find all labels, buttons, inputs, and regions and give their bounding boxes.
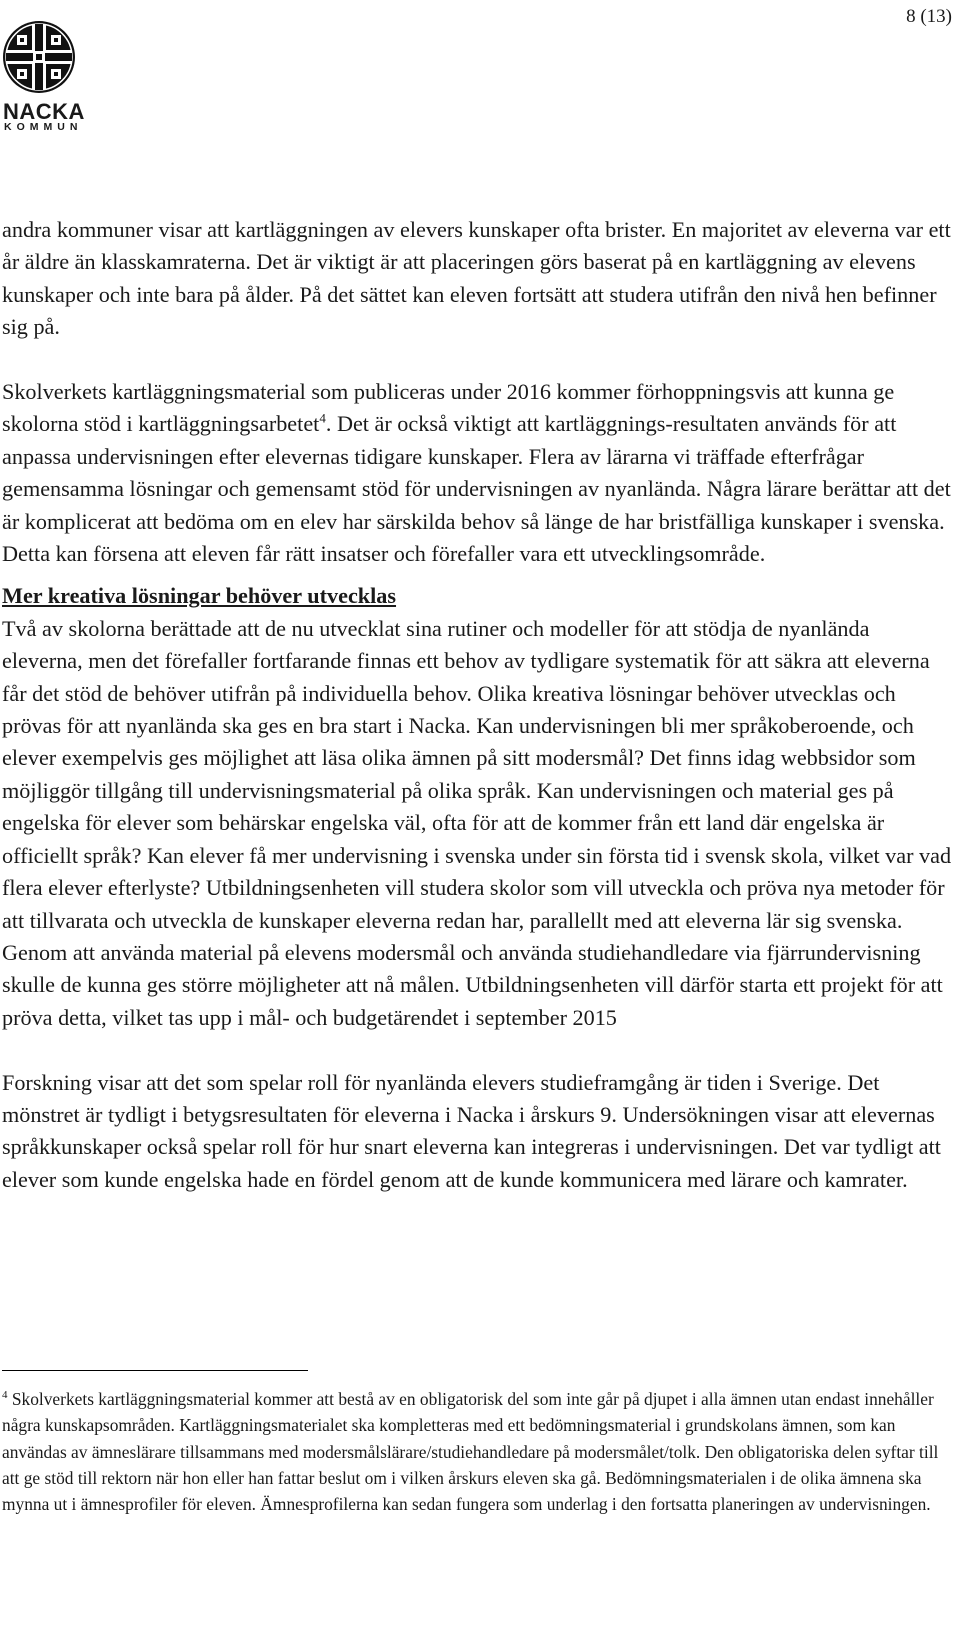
footnote-text: Skolverkets kartläggningsmaterial kommer att bestå av en obligatorisk del som inte går på djupet i alla ämnen utan endast innehåller några kunskapsområden. Kartläggningsmaterialet ska kompletteras med ett bedömningsmaterial i grundskolans ämnen, som kan användas av ämneslärare tillsammans med modersmålslärare/studiehandledare på modersmålet/tolk. Den obligatoriska delen syftar till att ge stöd till rektorn när hon eller han fattar beslut om i vilken årskurs eleven ska gå. Bedömningsmaterialen i de olika ämnena ska mynna ut i ämnesprofiler för eleven. Ämnesprofilerna kan sedan fungera som underlag i den fortsatta planeringen av undervisningen. xyxy=(2,1389,939,1515)
paragraph-1: andra kommuner visar att kartläggningen av elevers kunskaper ofta brister. En majoritet av eleverna var ett år äldre än klasskamraterna. Det är viktigt är att placeringen görs baserat på en kartläggning av elevens kunskaper och inte bara på ålder. På det sättet kan eleven fortsätt att studera utifrån den nivå hen befinner sig på. xyxy=(2,217,951,340)
document-body xyxy=(2,214,952,1196)
paragraph-2-start: Skolverkets kartläggningsmaterial som publiceras under 2016 kommer förhoppningsvis att kunna ge skolorna stöd i kartläggningsarbetet xyxy=(2,379,895,437)
nacka-logo xyxy=(2,20,85,133)
footnote-reference[interactable]: 4 xyxy=(319,411,326,427)
paragraph-2 xyxy=(2,376,952,570)
logo-name: NACKA xyxy=(3,99,85,124)
paragraph-2-end: . Det är också viktigt att kartläggnings-resultaten används för att anpassa undervisningen efter elevernas tidigare kunskaper. Flera av lärarna vi träffade efterfrågar gemensamma lösningar och gemensamt stöd för undervisningen av nyanlända. Några lärare berättar att det är komplicerat att bedöma om en elev har särskilda behov så länge de har bristfälliga kunskaper i svenska. Detta kan försena att eleven får rätt insatser och förefaller vara ett utvecklingsområde. xyxy=(2,411,951,567)
paragraph-3: Två av skolorna berättade att de nu utvecklat sina rutiner och modeller för att stödja de nyanlända eleverna, men det förefaller fortfarande finnas ett behov av tydligare systematik för att säkra att eleverna får det stöd de behöver utifrån på individuella behov. Olika kreativa lösningar behöver utvecklas och prövas för att nyanlända ska ges en bra start i Nacka. Kan undervisningen bli mer språkoberoende, och elever exempelvis ges möjlighet att läsa olika ämnen på sitt modersmål? Det finns idag webbsidor som möjliggör tillgång till undervisningsmaterial på olika språk. Kan undervisningen och material ges på engelska för elever som behärskar engelska väl, ofta för att de kommer från ett land där engelska är officiellt språk? Kan elever få mer undervisning i svenska under sin första tid i svensk skola, vilket var vad flera elever efterlyste? Utbildningsenheten vill studera skolor som vill utveckla och pröva nya metoder för att tillvarata och utveckla de kunskaper eleverna redan har, parallellt med att eleverna lär sig svenska. Genom att använda material på elevens modersmål och använda studiehandledare via fjärrundervisning skulle de kunna ges större möjligheter att nå målen. Utbildningsenheten vill därför starta ett projekt för att pröva detta, vilket tas upp i mål- och budgetärendet i september 2015 xyxy=(2,615,952,1030)
logo-subtitle: KOMMUN xyxy=(4,121,83,133)
page-number: 8 (13) xyxy=(906,6,952,27)
section-heading: Mer kreativa lösningar behöver utvecklas xyxy=(2,583,397,609)
footnote-number: 4 xyxy=(2,1389,8,1402)
paragraph-4: Forskning visar att det som spelar roll för nyanlända elevers studieframgång är tiden i Sverige. Det mönstret är tydligt i betygsresultaten för eleverna i Nacka i årskurs 9. Undersökningen visar att elevernas språkkunskaper också spelar roll för hur snart eleverna kan integreras i undervisningen. Det var tydligt att elever som kunde engelska hade en fördel genom att de kunde kommunicera med lärare och kamrater. xyxy=(2,1069,941,1192)
footnote-separator xyxy=(2,1370,308,1371)
nacka-emblem-icon xyxy=(2,20,76,94)
footnote xyxy=(2,1386,952,1517)
